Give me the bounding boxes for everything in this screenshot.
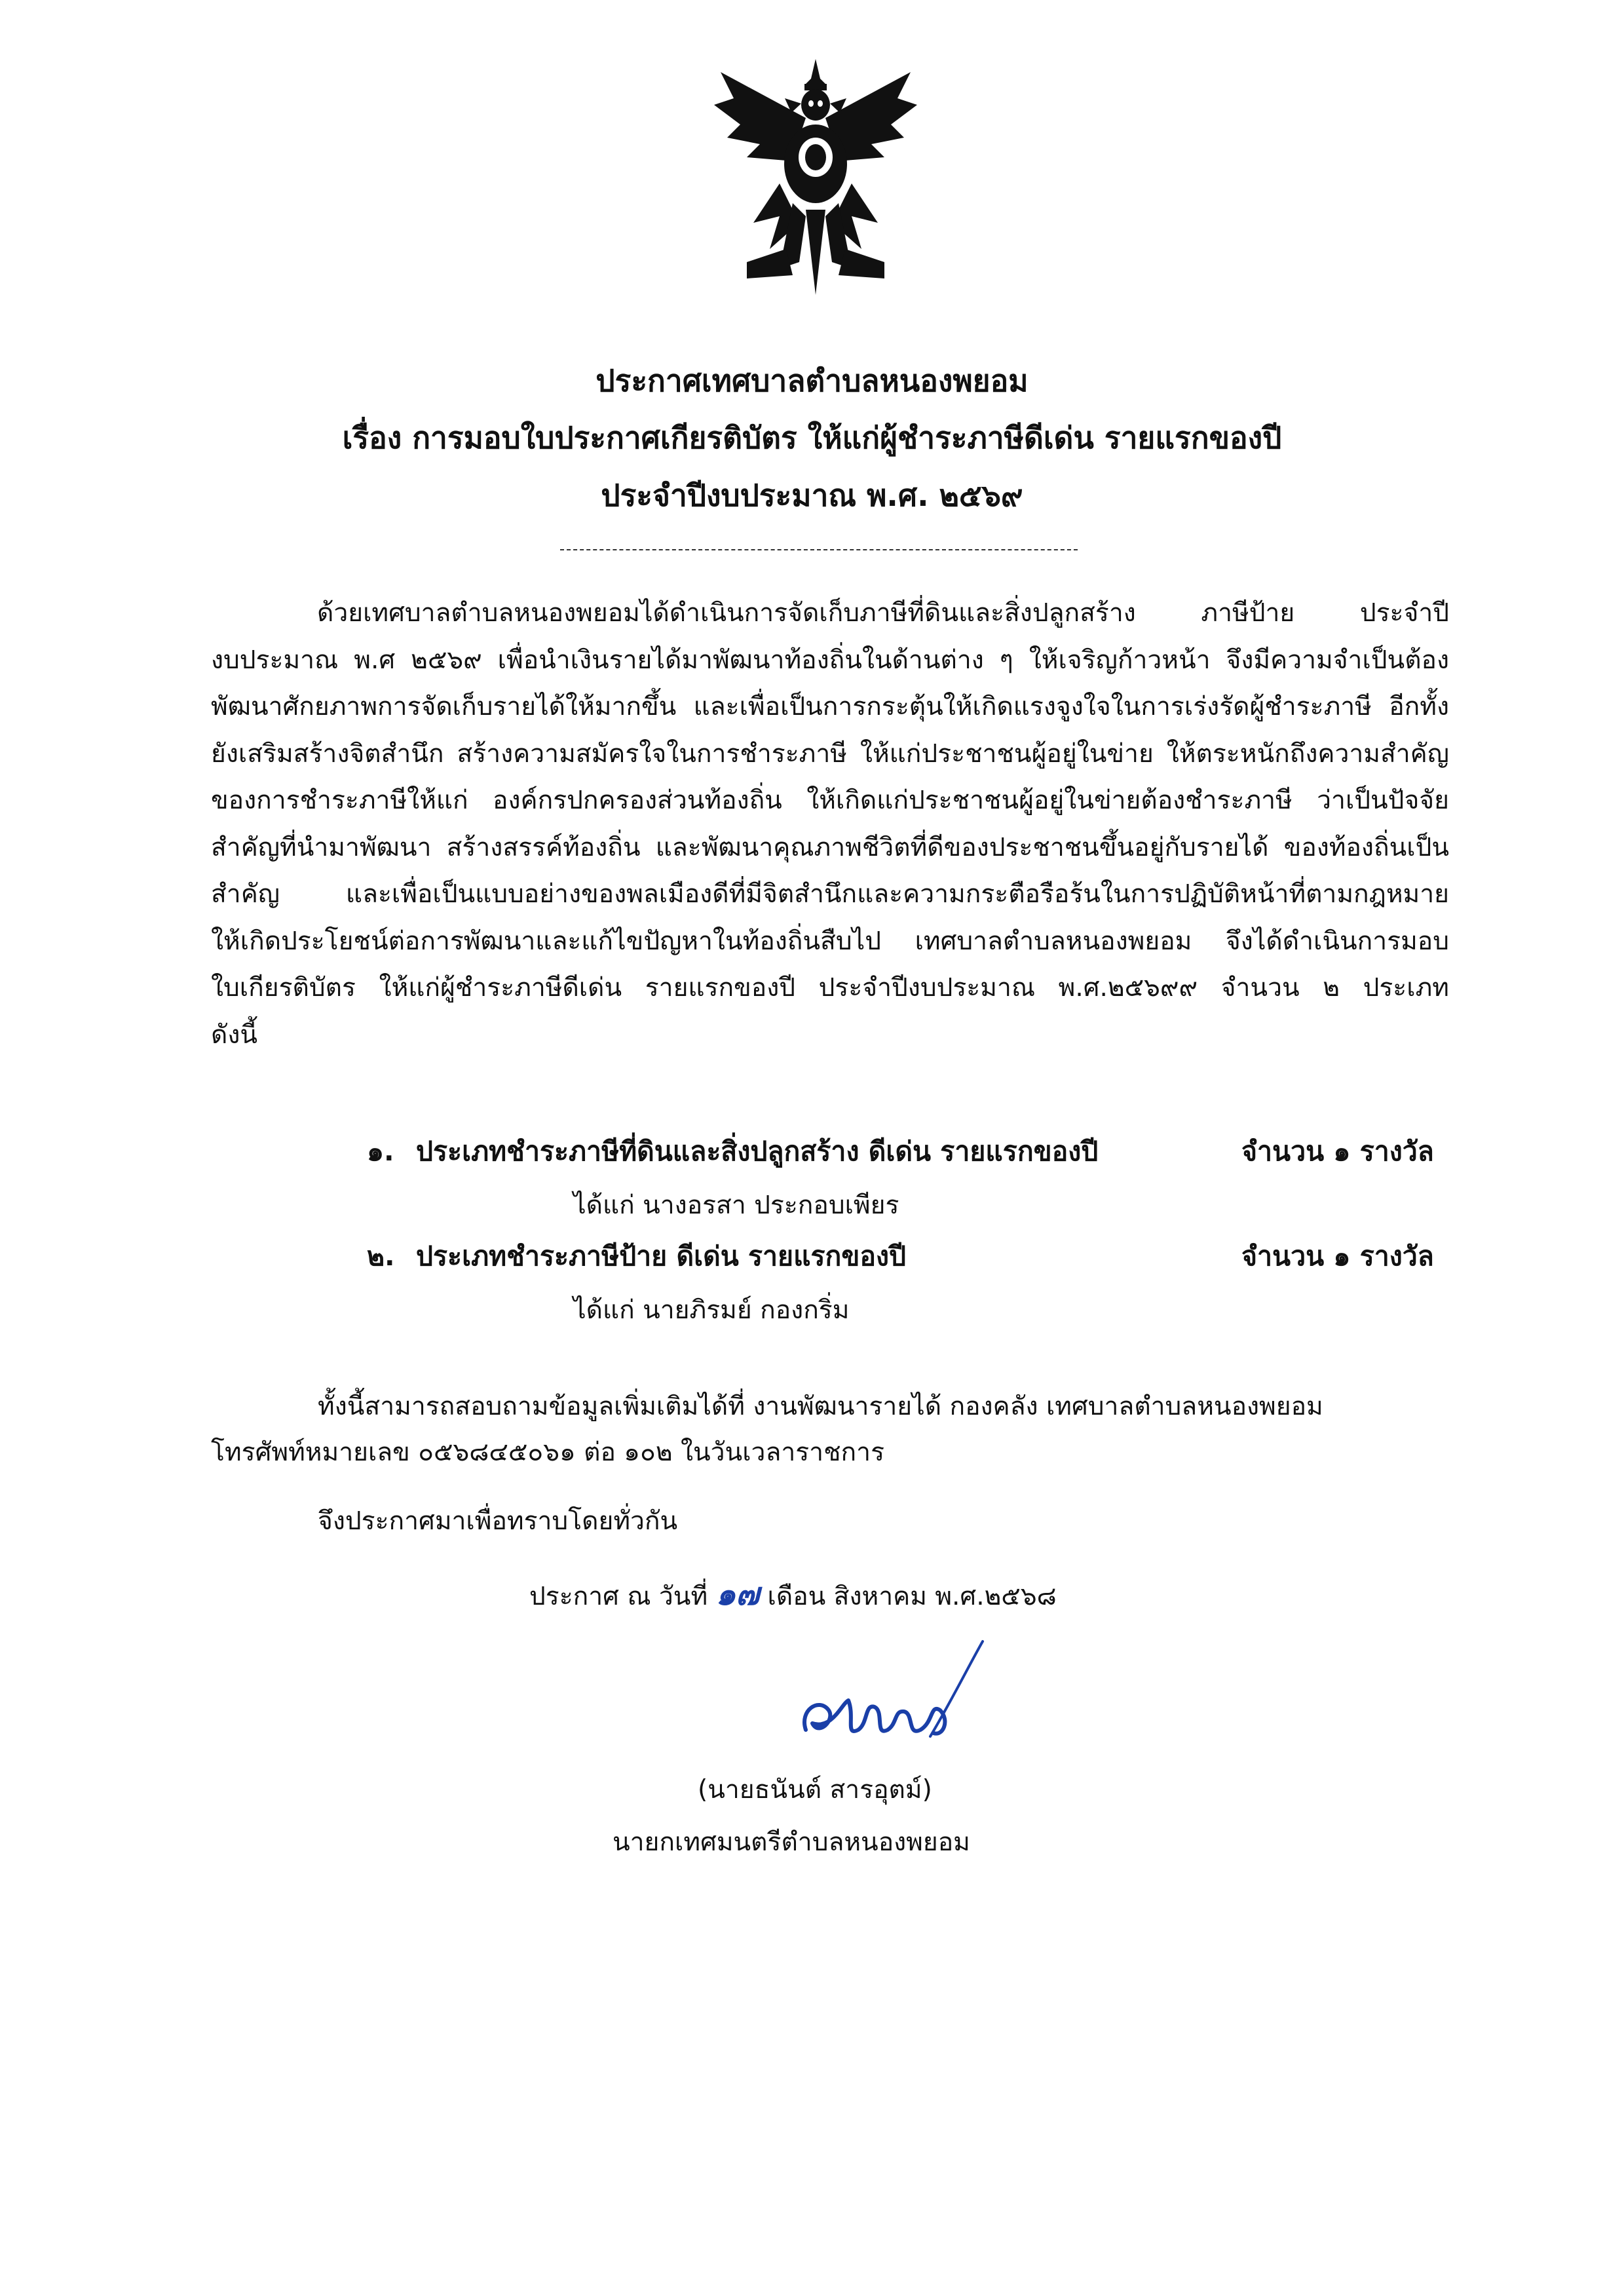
signatory-position: นายกเทศมนตรีตำบลหนองพยอม <box>613 1827 970 1857</box>
announcement-date <box>529 1569 1057 1619</box>
title-divider <box>560 549 1078 550</box>
closing-statement: จึงประกาศมาเพื่อทราบโดยทั่วกัน <box>318 1506 678 1536</box>
award-number: ๒. <box>367 1240 395 1272</box>
contact-phone-line: โทรศัพท์หมายเลข ๐๕๖๘๔๕๐๖๑ ต่อ ๑๐๒ ในวันเวลาราชการ <box>211 1438 885 1467</box>
announcement-subject: เรื่อง การมอบใบประกาศเกียรติบัตร ให้แก่ผู้ชำระภาษีดีเด่น รายแรกของปี <box>342 420 1282 455</box>
signatory-name: (นายธนันต์ สารอุตม์) <box>698 1775 932 1805</box>
paragraph-line: ให้เกิดประโยชน์ต่อการพัฒนาและแก้ไขปัญหาในท้องถิ่นสืบไป เทศบาลตำบลหนองพยอม จึงได้ดำเนินการมอบ <box>211 926 1449 956</box>
paragraph-line: สำคัญที่นำมาพัฒนา สร้างสรรค์ท้องถิ่น และพัฒนาคุณภาพชีวิตที่ดีของประชาชนขึ้นอยู่กับรายได้ ของท้องถิ่นเป็น <box>211 832 1449 862</box>
date-day: ๑๗ <box>715 1576 760 1613</box>
garuda-emblem <box>708 52 924 301</box>
date-prefix: ประกาศ ณ วันที่ <box>529 1582 708 1611</box>
award-title: ประเภทชำระภาษีป้าย ดีเด่น รายแรกของปี <box>416 1240 907 1272</box>
award-count: จำนวน ๑ รางวัล <box>1241 1136 1434 1167</box>
award-recipient: ได้แก่ นายภิรมย์ กองกริ่ม <box>573 1295 850 1325</box>
body-paragraph <box>211 590 1449 1058</box>
paragraph-line: สำคัญ และเพื่อเป็นแบบอย่างของพลเมืองดีที่มีจิตสำนึกและความกระตือรือร้นในการปฏิบัติหน้าที่ตามกฎหมาย <box>211 879 1449 909</box>
award-count: จำนวน ๑ รางวัล <box>1241 1240 1434 1272</box>
award-recipient: ได้แก่ นางอรสา ประกอบเพียร <box>573 1191 899 1220</box>
date-suffix: เดือน สิงหาคม พ.ศ.๒๕๖๘ <box>767 1582 1057 1611</box>
award-number: ๑. <box>367 1136 394 1167</box>
announcement-title: ประกาศเทศบาลตำบลหนองพยอม <box>595 363 1029 398</box>
paragraph-line: ของการชำระภาษีให้แก่ องค์กรปกครองส่วนท้องถิ่น ให้เกิดแก่ประชาชนผู้อยู่ในข่ายต้องชำระภาษี ว่าเป็นปัจจัย <box>211 786 1449 815</box>
paragraph-line: ดังนี้ <box>211 1020 258 1050</box>
paragraph-line: ยังเสริมสร้างจิตสำนึก สร้างความสมัครใจในการชำระภาษี ให้แก่ประชาชนผู้อยู่ในข่าย ให้ตระหนักถึงความสำคัญ <box>211 738 1449 769</box>
paragraph-line: ด้วยเทศบาลตำบลหนองพยอมได้ดำเนินการจัดเก็บภาษีที่ดินและสิ่งปลูกสร้าง ภาษีป้าย ประจำปี <box>317 598 1449 628</box>
award-title: ประเภทชำระภาษีที่ดินและสิ่งปลูกสร้าง ดีเด่น รายแรกของปี <box>416 1136 1099 1167</box>
announcement-fiscal-year: ประจำปีงบประมาณ พ.ศ. ๒๕๖๙ <box>601 478 1023 513</box>
paragraph-line: ใบเกียรติบัตร ให้แก่ผู้ชำระภาษีดีเด่น รายแรกของปี ประจำปีงบประมาณ พ.ศ.๒๕๖๙๙ จำนวน ๒ ประเภท <box>211 973 1449 1003</box>
contact-line: ทั้งนี้สามารถสอบถามข้อมูลเพิ่มเติมได้ที่ งานพัฒนารายได้ กองคลัง เทศบาลตำบลหนองพยอม <box>318 1392 1323 1421</box>
handwritten-signature <box>793 1638 989 1756</box>
paragraph-line: งบประมาณ พ.ศ ๒๕๖๙ เพื่อนำเงินรายได้มาพัฒนาท้องถิ่นในด้านต่าง ๆ ให้เจริญก้าวหน้า จึงมีความจำเป็นต้อง <box>211 645 1449 675</box>
paragraph-line: พัฒนาศักยภาพการจัดเก็บรายได้ให้มากขึ้น และเพื่อเป็นการกระตุ้นให้เกิดแรงจูงใจในการเร่งรัดผู้ชำระภาษี อีกทั้ง <box>211 692 1449 721</box>
